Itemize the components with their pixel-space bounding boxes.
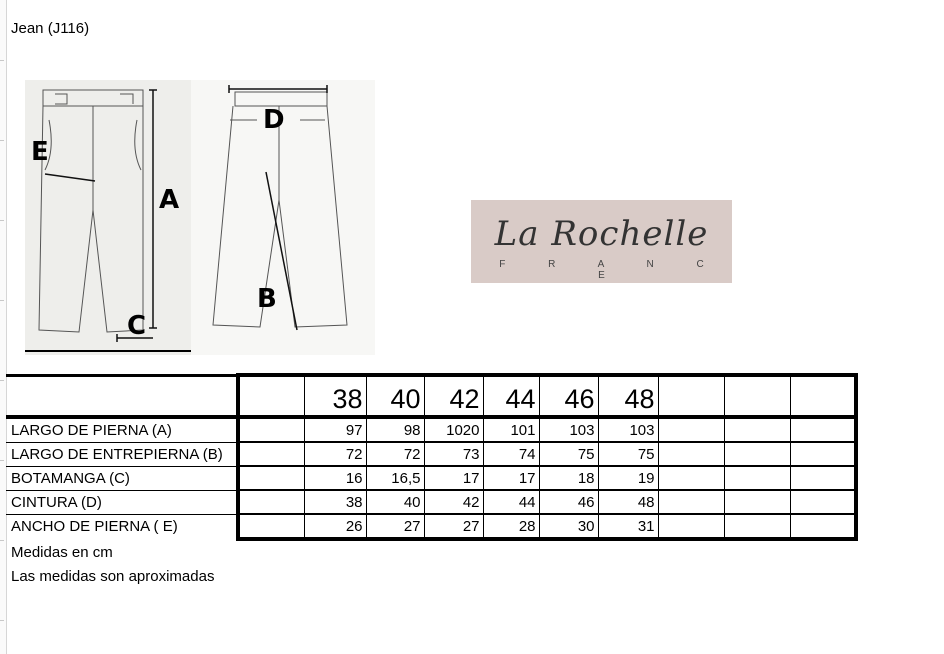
- value-cell: 26: [304, 514, 366, 539]
- label-c: C: [127, 311, 147, 341]
- value-cell: [724, 490, 790, 514]
- value-cell: [658, 442, 724, 466]
- table-row: [6, 417, 856, 442]
- value-cell: [724, 466, 790, 490]
- label-a: A: [159, 185, 180, 215]
- row-label: LARGO DE ENTREPIERNA (B): [6, 442, 238, 466]
- table-row: [6, 514, 856, 539]
- margin-tick: [0, 300, 4, 301]
- value-cell: 98: [366, 417, 424, 442]
- value-cell: 75: [539, 442, 598, 466]
- value-cell: 44: [483, 490, 539, 514]
- value-cell: 97: [304, 417, 366, 442]
- size-header-row: [6, 375, 856, 417]
- value-cell: 30: [539, 514, 598, 539]
- size-cell: 42: [424, 375, 483, 417]
- value-cell: [658, 466, 724, 490]
- value-cell: [724, 417, 790, 442]
- size-cell: 38: [304, 375, 366, 417]
- value-cell: 31: [598, 514, 658, 539]
- size-chart-table: [6, 373, 858, 541]
- value-cell: [790, 466, 856, 490]
- jean-drawing: [25, 80, 375, 355]
- value-cell: 19: [598, 466, 658, 490]
- margin-tick: [0, 620, 4, 621]
- table-row: [6, 466, 856, 490]
- value-cell: [790, 442, 856, 466]
- value-cell: [658, 417, 724, 442]
- value-cell: 28: [483, 514, 539, 539]
- units-note: Medidas en cm: [11, 544, 113, 561]
- margin-tick: [0, 460, 4, 461]
- logo-wordmark: La Rochelle: [494, 214, 709, 254]
- value-cell: [658, 490, 724, 514]
- label-b: B: [257, 284, 277, 314]
- value-cell: [658, 514, 724, 539]
- margin-tick: [0, 220, 4, 221]
- value-cell: 101: [483, 417, 539, 442]
- row-label: BOTAMANGA (C): [6, 466, 238, 490]
- label-e: E: [31, 137, 49, 167]
- value-cell: 40: [366, 490, 424, 514]
- header-label-cell: [6, 375, 238, 417]
- size-cell: 44: [483, 375, 539, 417]
- value-cell: 48: [598, 490, 658, 514]
- value-cell: [724, 442, 790, 466]
- value-cell: 72: [304, 442, 366, 466]
- value-cell: [238, 442, 304, 466]
- value-cell: 17: [424, 466, 483, 490]
- value-cell: [238, 417, 304, 442]
- table-row: [6, 490, 856, 514]
- size-cell: [238, 375, 304, 417]
- margin-tick: [0, 540, 4, 541]
- approximation-note: Las medidas son aproximadas: [11, 568, 215, 585]
- value-cell: 16: [304, 466, 366, 490]
- jean-measurement-diagram: [25, 80, 375, 355]
- sheet-left-margin: [0, 0, 7, 654]
- size-cell: [724, 375, 790, 417]
- value-cell: 17: [483, 466, 539, 490]
- margin-tick: [0, 380, 4, 381]
- label-d: D: [263, 105, 285, 135]
- size-cell: 46: [539, 375, 598, 417]
- value-cell: 74: [483, 442, 539, 466]
- value-cell: [790, 514, 856, 539]
- margin-tick: [0, 140, 4, 141]
- value-cell: [790, 417, 856, 442]
- size-cell: [658, 375, 724, 417]
- value-cell: [238, 466, 304, 490]
- value-cell: [724, 514, 790, 539]
- value-cell: 103: [598, 417, 658, 442]
- value-cell: 72: [366, 442, 424, 466]
- value-cell: 1020: [424, 417, 483, 442]
- value-cell: 75: [598, 442, 658, 466]
- value-cell: 38: [304, 490, 366, 514]
- value-cell: 27: [366, 514, 424, 539]
- row-label: LARGO DE PIERNA (A): [6, 417, 238, 442]
- size-cell: 48: [598, 375, 658, 417]
- table-row: [6, 442, 856, 466]
- row-label: ANCHO DE PIERNA ( E): [6, 514, 238, 539]
- logo-subtitle: F R A N C E: [499, 259, 724, 281]
- value-cell: 27: [424, 514, 483, 539]
- value-cell: [790, 490, 856, 514]
- row-label: CINTURA (D): [6, 490, 238, 514]
- margin-tick: [0, 60, 4, 61]
- brand-logo: [471, 200, 732, 283]
- value-cell: [238, 490, 304, 514]
- size-cell: 40: [366, 375, 424, 417]
- size-cell: [790, 375, 856, 417]
- value-cell: 42: [424, 490, 483, 514]
- value-cell: [238, 514, 304, 539]
- value-cell: 73: [424, 442, 483, 466]
- value-cell: 103: [539, 417, 598, 442]
- page-title: Jean (J116): [11, 20, 90, 37]
- value-cell: 46: [539, 490, 598, 514]
- value-cell: 18: [539, 466, 598, 490]
- value-cell: 16,5: [366, 466, 424, 490]
